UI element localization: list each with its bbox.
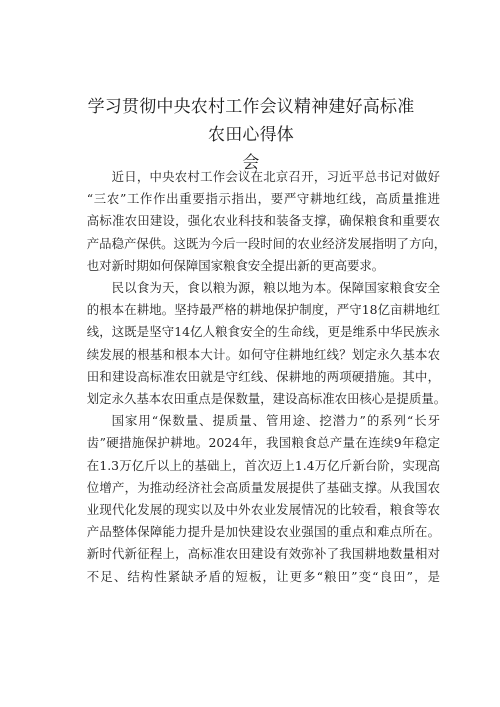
document-body <box>62 166 447 588</box>
text-line: 在1.3万亿斤以上的基础上，首次迈上1.4万亿斤新台阶，实现高 <box>86 457 440 473</box>
text-line: 的根本在耕地。坚持最严格的耕地保护制度，严守18亿亩耕地红 <box>86 302 440 318</box>
text-line: 划定永久基本农田重点是保数量，建设高标准农田核心是提质量。 <box>86 391 447 407</box>
text-line: 也对新时期如何保障国家粮食安全提出新的更高要求。 <box>86 257 385 273</box>
text-line: 不足、结构性紧缺矛盾的短板，让更多“粮田”变“良田”，是 <box>86 568 440 584</box>
text-line: 国家用“保数量、提质量、管用途、挖潜力”的系列“长牙 <box>111 413 440 429</box>
text-line: 线，这既是坚守14亿人粮食安全的生命线，更是维系中华民族永 <box>86 324 440 340</box>
title-line-2: 会 <box>242 153 260 173</box>
text-line: 民以食为天，食以粮为源，粮以地为本。保障国家粮食安全 <box>111 280 440 296</box>
text-line: 产品整体保障能力提升是加快建设农业强国的重点和难点所在。 <box>86 524 440 540</box>
text-line: 位增产，为推动经济社会高质量发展提供了基础支撑。从我国农 <box>86 479 440 495</box>
paragraph-2 <box>62 277 447 410</box>
text-line: 田和建设高标准农田就是守红线、保耕地的两项硬措施。其中， <box>86 368 440 384</box>
text-line: 齿”硬措施保护耕地。2024年，我国粮食总产量在连续9年稳定 <box>86 435 440 451</box>
text-line: 高标准农田建设，强化农业科技和装备支撑，确保粮食和重要农 <box>86 213 440 229</box>
text-line: “三农”工作作出重要指示指出，要严守耕地红线，高质量推进 <box>86 191 440 207</box>
paragraph-1 <box>62 166 447 277</box>
text-line: 业现代化发展的现实以及中外农业发展情况的比较看，粮食等农 <box>86 502 440 518</box>
title-line-1: 学习贯彻中央农村工作会议精神建好高标准农田心得体 <box>87 97 415 145</box>
paragraph-3 <box>62 410 440 588</box>
text-line: 新时代新征程上，高标准农田建设有效弥补了我国耕地数量相对 <box>86 546 440 562</box>
document-title <box>86 93 416 177</box>
text-line: 近日，中央农村工作会议在北京召开，习近平总书记对做好 <box>111 169 440 184</box>
text-line: 续发展的根基和根本大计。如何守住耕地红线？划定永久基本农 <box>86 346 440 362</box>
text-line: 产品稳产保供。这既为今后一段时间的农业经济发展指明了方向， <box>86 235 447 251</box>
